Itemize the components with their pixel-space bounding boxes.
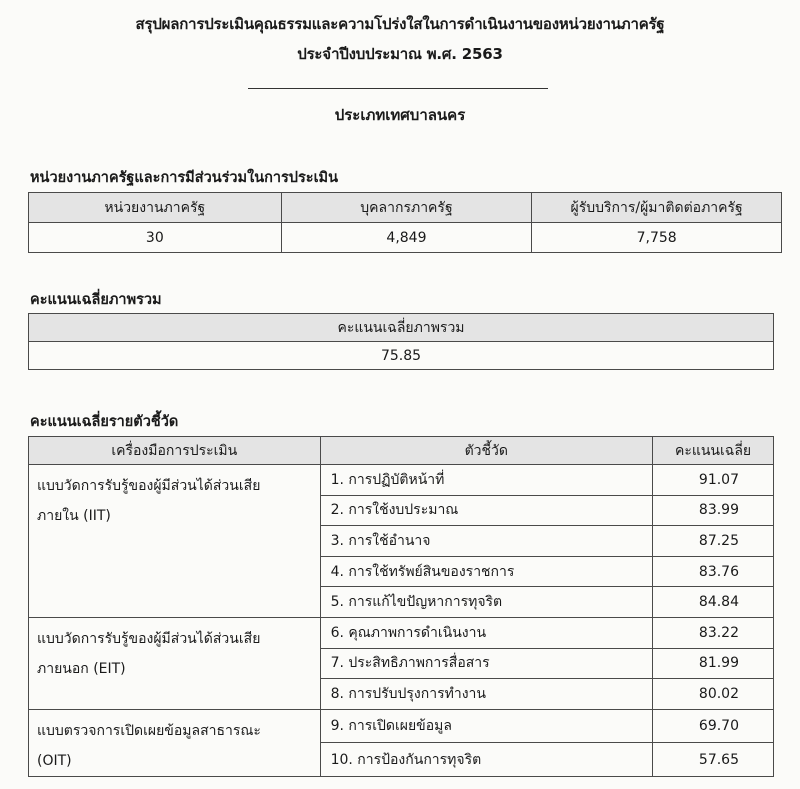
indicator-name: 6. คุณภาพการดำเนินงาน — [320, 617, 653, 648]
participation-heading: หน่วยงานภาครัฐและการมีส่วนร่วมในการประเมิน — [30, 170, 339, 186]
column-header: ผู้รับบริการ/ผู้มาติดต่อภาครัฐ — [532, 193, 782, 223]
divider-line — [248, 88, 548, 89]
tool-name-line: (OIT) — [37, 752, 72, 769]
tool-cell-iit — [29, 465, 321, 618]
column-header: ตัวชี้วัด — [320, 437, 653, 465]
table-header-row — [29, 314, 774, 342]
indicator-scores-table — [28, 436, 774, 777]
indicator-name: 7. ประสิทธิภาพการสื่อสาร — [320, 648, 653, 679]
column-header: คะแนนเฉลี่ยภาพรวม — [29, 314, 774, 342]
column-header: บุคลากรภาครัฐ — [281, 193, 532, 223]
indicator-name: 1. การปฏิบัติหน้าที่ — [320, 465, 653, 496]
category-subtitle: ประเภทเทศบาลนคร — [334, 106, 466, 124]
indicator-score: 69.70 — [653, 709, 774, 743]
indicator-score: 84.84 — [653, 587, 774, 618]
indicator-score: 80.02 — [653, 679, 774, 710]
overall-score-heading: คะแนนเฉลี่ยภาพรวม — [30, 292, 162, 308]
table-row — [29, 709, 774, 743]
fiscal-year-line: ประจำปีงบประมาณ พ.ศ. 2563 — [297, 45, 503, 63]
indicator-name: 2. การใช้งบประมาณ — [320, 495, 653, 526]
staff-count: 4,849 — [281, 223, 532, 253]
indicator-name: 3. การใช้อำนาจ — [320, 526, 653, 557]
tool-name-line: ภายนอก (EIT) — [37, 660, 126, 677]
agency-count: 30 — [29, 223, 282, 253]
document-title: สรุปผลการประเมินคุณธรรมและความโปร่งใสในการดำเนินงานของหน่วยงานภาครัฐ — [135, 15, 665, 33]
overall-score-table — [28, 313, 774, 370]
indicator-score: 91.07 — [653, 465, 774, 496]
indicator-scores-heading: คะแนนเฉลี่ยรายตัวชี้วัด — [30, 414, 179, 430]
table-row — [29, 617, 774, 648]
indicator-name: 10. การป้องกันการทุจริต — [320, 743, 653, 777]
table-header-row — [29, 437, 774, 465]
tool-cell-eit — [29, 617, 321, 709]
indicator-name: 5. การแก้ไขปัญหาการทุจริต — [320, 587, 653, 618]
indicator-score: 87.25 — [653, 526, 774, 557]
tool-name-line: ภายใน (IIT) — [37, 508, 111, 524]
indicator-score: 83.99 — [653, 495, 774, 526]
table-row — [29, 342, 774, 370]
participation-table — [28, 192, 782, 253]
table-row — [29, 465, 774, 496]
column-header: คะแนนเฉลี่ย — [653, 437, 774, 465]
overall-score-value: 75.85 — [29, 342, 774, 370]
indicator-score: 83.76 — [653, 556, 774, 587]
service-user-count: 7,758 — [532, 223, 782, 253]
tool-name-line: แบบวัดการรับรู้ของผู้มีส่วนได้ส่วนเสีย — [37, 630, 261, 647]
indicator-name: 9. การเปิดเผยข้อมูล — [320, 709, 653, 743]
indicator-score: 57.65 — [653, 743, 774, 777]
indicator-score: 83.22 — [653, 617, 774, 648]
tool-name-line: แบบวัดการรับรู้ของผู้มีส่วนได้ส่วนเสีย — [37, 478, 261, 494]
tool-name-line: แบบตรวจการเปิดเผยข้อมูลสาธารณะ — [37, 722, 261, 739]
table-row — [29, 223, 782, 253]
column-header: หน่วยงานภาครัฐ — [29, 193, 282, 223]
indicator-name: 4. การใช้ทรัพย์สินของราชการ — [320, 556, 653, 587]
table-header-row — [29, 193, 782, 223]
tool-cell-oit — [29, 709, 321, 776]
indicator-name: 8. การปรับปรุงการทำงาน — [320, 679, 653, 710]
indicator-score: 81.99 — [653, 648, 774, 679]
column-header: เครื่องมือการประเมิน — [29, 437, 321, 465]
